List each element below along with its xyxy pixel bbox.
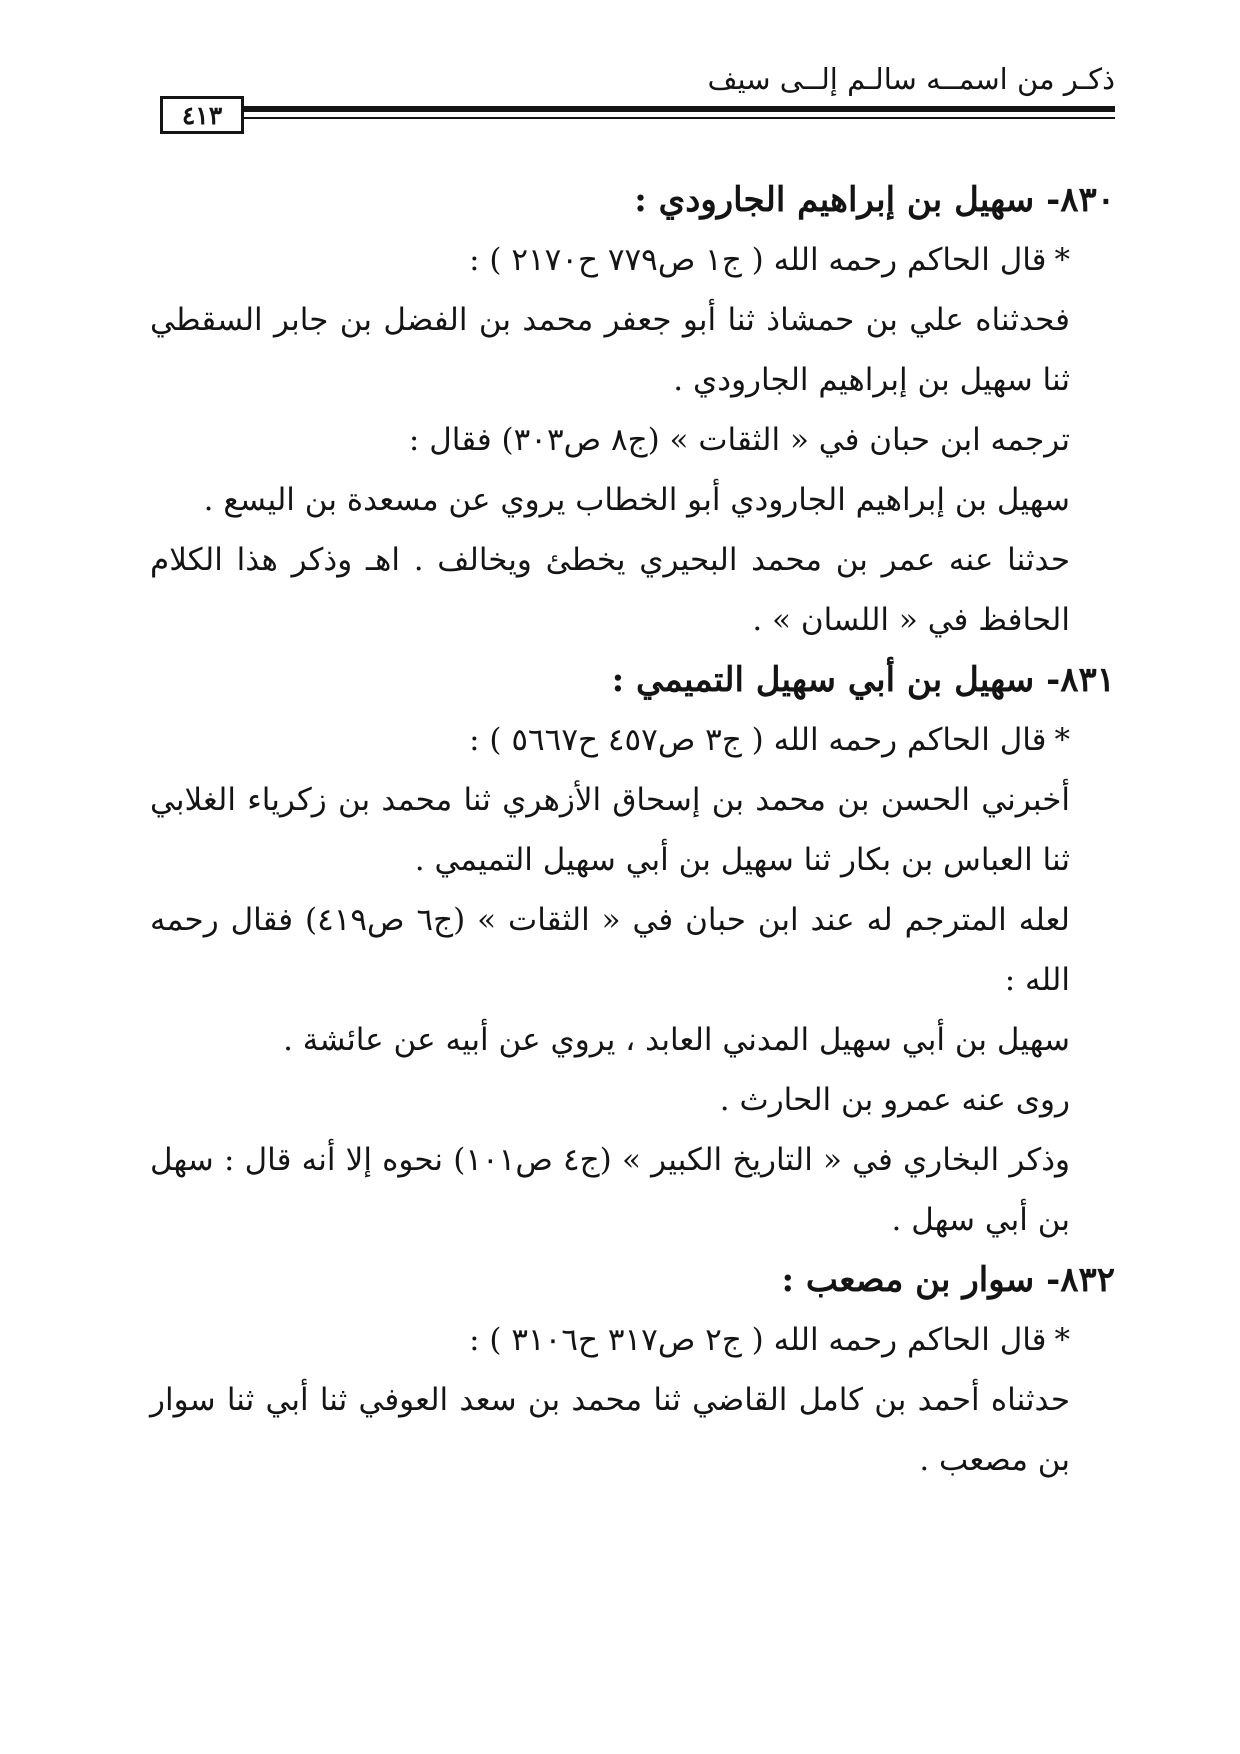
page-content — [150, 170, 1115, 1490]
citation-830 — [150, 230, 1115, 290]
star-marker: * — [1054, 242, 1070, 278]
running-title: ذكـر من اسمــه سالـم إلــى سيف — [707, 62, 1115, 96]
entry-heading-831: ٨٣١- سهيل بن أبي سهيل التميمي : — [611, 660, 1115, 700]
star-marker: * — [1054, 1322, 1070, 1358]
quote-830: سهيل بن إبراهيم الجارودي أبو الخطاب يروي عن مسعدة بن اليسع . — [203, 482, 1070, 518]
isnad-831: أخبرني الحسن بن محمد بن إسحاق الأزهري ثنا محمد بن زكرياء الغلابي ثنا العباس بن بكار ثنا سهيل بن أبي سهيل التميمي . — [150, 782, 1070, 878]
intro-831: لعله المترجم له عند ابن حبان في « الثقات » (ج٦ ص٤١٩) فقال رحمه الله : — [150, 902, 1071, 998]
star-marker: * — [1054, 722, 1070, 758]
quote2-830: حدثنا عنه عمر بن محمد البحيري يخطئ ويخالف . اهـ وذكر هذا الكلام الحافظ في « اللسان » . — [150, 542, 1070, 638]
entry-heading-832: ٨٣٢- سوار بن مصعب : — [781, 1260, 1115, 1300]
quote-831: سهيل بن أبي سهيل المدني العابد ، يروي عن أبيه عن عائشة . — [283, 1022, 1070, 1058]
intro-830: ترجمه ابن حبان في « الثقات » (ج٨ ص٣٠٣) فقال : — [408, 422, 1070, 458]
isnad-830: فحدثناه علي بن حمشاذ ثنا أبو جعفر محمد بن الفضل بن جابر السقطي ثنا سهيل بن إبراهيم الجارودي . — [150, 302, 1070, 398]
entry-heading-830: ٨٣٠- سهيل بن إبراهيم الجارودي : — [634, 180, 1115, 220]
page-number-box — [160, 96, 244, 134]
note-831: وذكر البخاري في « التاريخ الكبير » (ج٤ ص١٠١) نحوه إلا أنه قال : سهل بن أبي سهل . — [150, 1142, 1070, 1238]
page-number: ٤١٣ — [181, 100, 223, 130]
isnad-832: حدثناه أحمد بن كامل القاضي ثنا محمد بن سعد العوفي ثنا أبي ثنا سوار بن مصعب . — [150, 1382, 1070, 1478]
citation-832 — [150, 1310, 1115, 1370]
citation-831 — [150, 710, 1115, 770]
header-rule-thick — [244, 106, 1115, 112]
citation-text: قال الحاكم رحمه الله ( ج٢ ص٣١٧ ح٣١٠٦ ) : — [469, 1322, 1047, 1358]
citation-text: قال الحاكم رحمه الله ( ج١ ص٧٧٩ ح٢١٧٠ ) : — [469, 242, 1047, 278]
header-rule-thin — [244, 117, 1115, 119]
citation-text: قال الحاكم رحمه الله ( ج٣ ص٤٥٧ ح٥٦٦٧ ) : — [469, 722, 1047, 758]
quote2-831: روى عنه عمرو بن الحارث . — [719, 1082, 1070, 1118]
